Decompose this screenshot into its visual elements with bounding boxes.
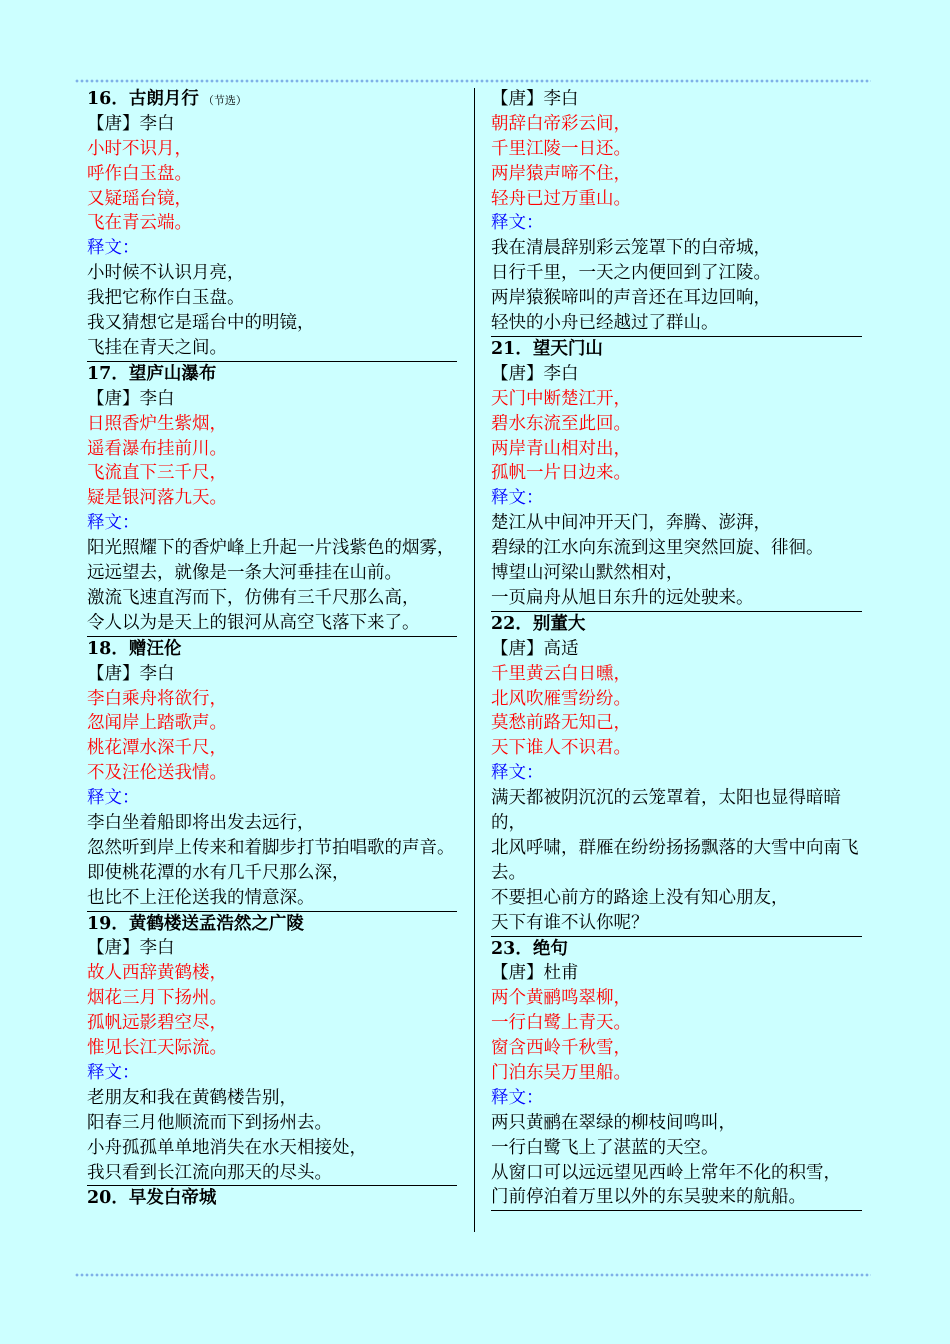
poem-section [491,87,862,337]
poem-section [87,362,457,637]
translation-line: 楚江从中间冲开天门，奔腾、澎湃， [491,513,771,534]
poem-author: 【唐】李白 [87,388,175,409]
poem-line: 飞流直下三千尺， [87,463,227,484]
explain-label: 释文： [87,1062,140,1083]
poem-line: 桃花潭水深千尺， [87,738,227,759]
translation-line: 两岸猿猴啼叫的声音还在耳边回响， [491,288,771,309]
translation-line: 我在清晨辞别彩云笼罩下的白帝城， [491,238,771,259]
poem-line: 两岸猿声啼不住， [491,163,631,184]
poem-line: 疑是银河落九天。 [87,488,227,509]
poem-title-text: 17．望庐山瀑布 [87,363,217,384]
poem-title-text: 22．别董大 [491,613,586,634]
translation-line: 我又猜想它是瑶台中的明镜， [87,313,315,334]
poem-line: 不及汪伦送我情。 [87,763,227,784]
right-column [491,87,862,1211]
poem-author: 【唐】李白 [87,938,175,959]
top-border [75,78,871,84]
poem-section [87,87,457,362]
translation-line: 轻快的小舟已经越过了群山。 [491,313,719,334]
explain-label: 释文： [491,1087,544,1108]
bottom-border [75,1272,871,1278]
poem-line: 莫愁前路无知己， [491,713,631,734]
explain-label: 释文： [87,513,140,534]
poem-line: 日照香炉生紫烟， [87,413,227,434]
explain-label: 释文： [87,238,140,259]
poem-line: 孤帆远影碧空尽， [87,1013,227,1034]
translation-line: 一行白鹭飞上了湛蓝的天空。 [491,1137,719,1158]
poem-line: 碧水东流至此回。 [491,413,631,434]
poem-line: 门泊东吴万里船。 [491,1062,631,1083]
poem-line: 孤帆一片日边来。 [491,463,631,484]
poem-section [491,937,862,1212]
poem-author: 【唐】李白 [87,113,175,134]
poem-title [87,87,457,112]
poem-line: 北风吹雁雪纷纷。 [491,688,631,709]
poem-title [87,912,457,937]
translation-line: 小时候不认识月亮， [87,263,245,284]
poem-line: 朝辞白帝彩云间， [491,113,631,134]
poem-section [87,637,457,912]
poem-line: 飞在青云端。 [87,213,192,234]
poem-section [491,337,862,612]
poem-author: 【唐】高适 [491,638,579,659]
poem-line: 遥看瀑布挂前川。 [87,438,227,459]
translation-line: 也比不上汪伦送我的情意深。 [87,887,315,908]
poem-line: 呼作白玉盘。 [87,163,192,184]
translation-line: 小舟孤孤单单地消失在水天相接处， [87,1137,367,1158]
poem-title-text: 18．赠汪伦 [87,638,182,659]
translation-line: 满天都被阴沉沉的云笼罩着，太阳也显得暗暗的， [491,788,841,833]
poem-line: 一行白鹭上青天。 [491,1013,631,1034]
poem-line: 小时不识月， [87,138,192,159]
translation-line: 不要担心前方的路途上没有知心朋友， [491,887,789,908]
poem-line: 两个黄鹂鸣翠柳， [491,988,631,1009]
poem-line: 又疑瑶台镜， [87,188,192,209]
poem-line: 烟花三月下扬州。 [87,988,227,1009]
poem-title-text: 16．古朗月行 [87,89,199,109]
translation-line: 博望山河梁山默然相对， [491,563,684,584]
translation-line: 天下有谁不认你呢？ [491,912,649,933]
translation-line: 两只黄鹂在翠绿的柳枝间鸣叫， [491,1112,736,1133]
translation-line: 阳春三月他顺流而下到扬州去。 [87,1112,332,1133]
poem-title [87,1186,457,1211]
translation-line: 远远望去，就像是一条大河垂挂在山前。 [87,563,402,583]
translation-line: 我把它称作白玉盘。 [87,288,245,309]
poem-title-text: 20．早发白帝城 [87,1188,217,1209]
poem-title [87,362,457,387]
poem-title [491,337,862,362]
poem-author: 【唐】李白 [491,363,579,384]
explain-label: 释文： [491,763,544,784]
translation-line: 阳光照耀下的香炉峰上升起一片浅紫色的烟雾， [87,538,455,559]
poem-title [491,937,862,962]
translation-line: 从窗口可以远远望见西岭上常年不化的积雪， [491,1162,841,1183]
translation-line: 日行千里，一天之内便回到了江陵。 [491,263,771,284]
poem-line: 故人西辞黄鹤楼， [87,963,227,984]
poem-line: 轻舟已过万重山。 [491,188,631,209]
poem-author: 【唐】杜甫 [491,963,579,984]
poem-line: 天下谁人不识君。 [491,738,631,759]
poem-line: 千里江陵一日还。 [491,138,631,159]
explain-label: 释文： [87,788,140,809]
explain-label: 释文： [491,213,544,234]
poem-title-text: 19．黄鹤楼送孟浩然之广陵 [87,913,304,934]
poem-line: 天门中断楚江开， [491,388,631,409]
translation-line: 李白坐着船即将出发去远行， [87,812,315,833]
explain-label: 释文： [491,488,544,509]
poem-title-text: 23．绝句 [491,938,568,959]
translation-line: 一页扁舟从旭日东升的远处驶来。 [491,587,754,608]
poem-line: 李白乘舟将欲行， [87,688,227,709]
poem-line: 两岸青山相对出， [491,438,631,459]
poem-line: 忽闻岸上踏歌声。 [87,713,227,734]
poem-section [87,912,457,1187]
translation-line: 碧绿的江水向东流到这里突然回旋、徘徊。 [491,538,824,559]
poem-title [491,612,862,637]
poem-line: 惟见长江天际流。 [87,1038,227,1059]
translation-line: 老朋友和我在黄鹤楼告别， [87,1087,297,1108]
poem-line: 窗含西岭千秋雪， [491,1038,631,1059]
translation-line: 我只看到长江流向那天的尽头。 [87,1162,332,1183]
translation-line: 忽然听到岸上传来和着脚步打节拍唱歌的声音。 [87,837,455,858]
poem-title [87,637,457,662]
poem-section [87,1186,457,1211]
translation-line: 令人以为是天上的银河从高空飞落下来了。 [87,612,420,633]
translation-line: 北风呼啸，群雁在纷纷扬扬飘落的大雪中向南飞去。 [491,837,859,883]
column-divider [474,88,475,1232]
poem-title-text: 21．望天门山 [491,338,603,359]
poem-author: 【唐】李白 [491,89,579,109]
translation-line: 门前停泊着万里以外的东吴驶来的航船。 [491,1187,806,1208]
translation-line: 激流飞速直泻而下，仿佛有三千尺那么高， [87,587,420,608]
poem-section [491,612,862,937]
left-column [87,87,457,1211]
poem-line: 千里黄云白日曛， [491,663,631,684]
translation-line: 飞挂在青天之间。 [87,337,227,358]
poem-title-note: （节选） [202,94,247,107]
translation-line: 即使桃花潭的水有几千尺那么深， [87,862,350,883]
poem-author: 【唐】李白 [87,663,175,684]
